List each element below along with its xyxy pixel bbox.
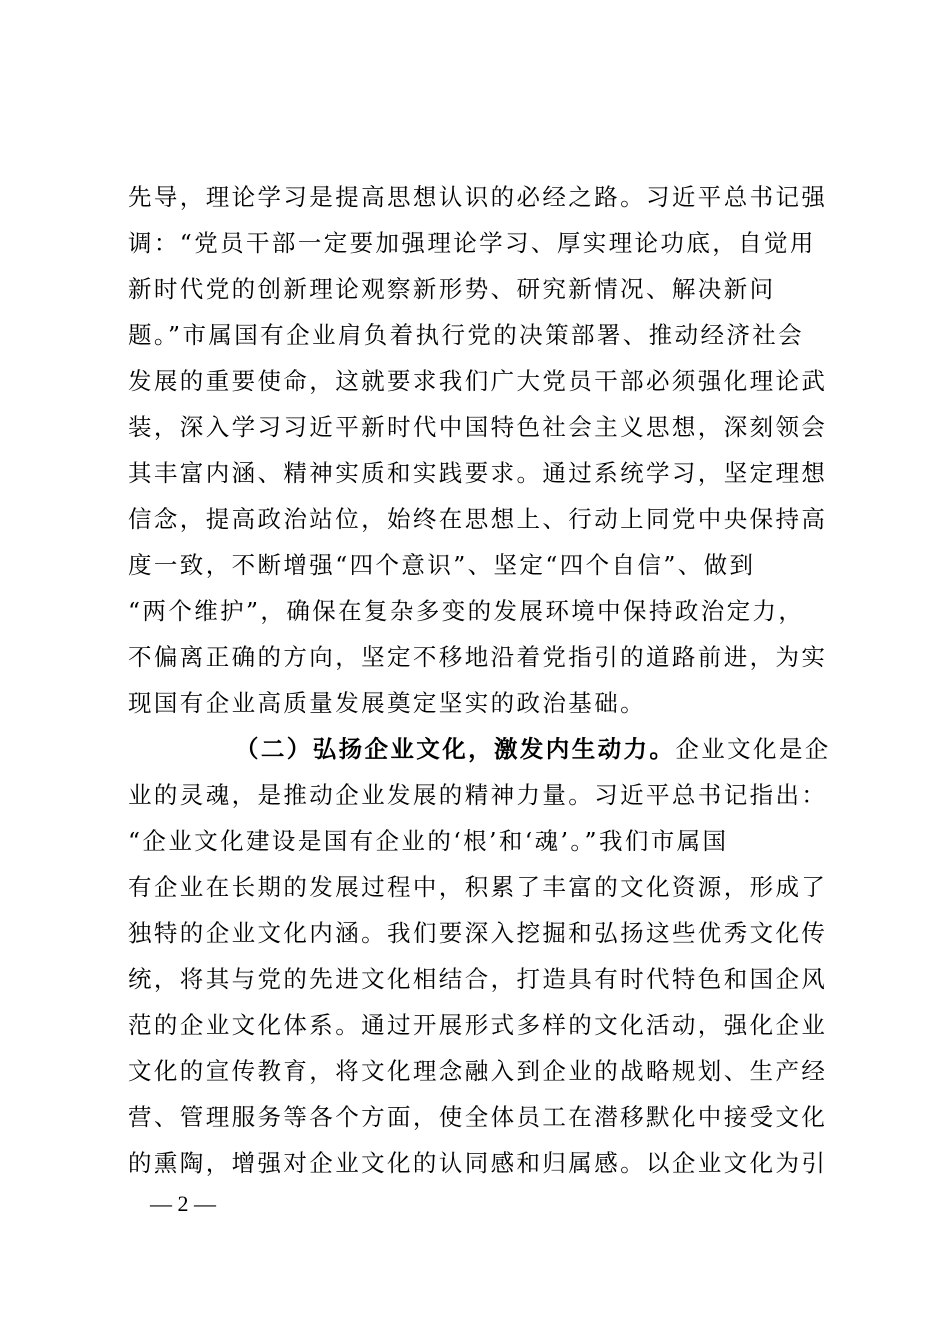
text-line: 统，将其与党的先进文化相结合，打造具有时代特色和国企风: [128, 965, 828, 993]
text-line: 度一致，不断增强“四个意识”、坚定“四个自信”、做到: [128, 551, 756, 579]
paragraph-2: [128, 726, 831, 1186]
section-heading: （二）弘扬企业文化，激发内生动力。: [235, 735, 676, 763]
text-line: 现国有企业高质量发展奠定坚实的政治基础。: [128, 689, 646, 717]
text-line: 有企业在长期的发展过程中，积累了丰富的文化资源，形成了: [128, 873, 828, 901]
text-line: “企业文化建设是国有企业的‘根’和‘魂’。”我们市属国: [128, 827, 729, 855]
text-line: 题。”市属国有企业肩负着执行党的决策部署、推动经济社会: [128, 321, 805, 349]
text-line: “两个维护”，确保在复杂多变的发展环境中保持政治定力，: [128, 597, 805, 625]
text-line: 营、管理服务等各个方面，使全体员工在潜移默化中接受文化: [128, 1103, 828, 1131]
text-line: 独特的企业文化内涵。我们要深入挖掘和弘扬这些优秀文化传: [128, 919, 828, 947]
text-line: 范的企业文化体系。通过开展形式多样的文化活动，强化企业: [128, 1011, 828, 1039]
text-span: 企业文化是企: [675, 735, 831, 763]
page-number: — 2 —: [150, 1191, 216, 1216]
text-line: 的熏陶，增强对企业文化的认同感和归属感。以企业文化为引: [128, 1149, 828, 1177]
text-line: 调：“党员干部一定要加强理论学习、厚实理论功底，自觉用: [128, 229, 816, 257]
text-line: 新时代党的创新理论观察新形势、研究新情况、解决新问: [128, 275, 776, 303]
text-line: 文化的宣传教育，将文化理念融入到企业的战略规划、生产经: [128, 1057, 828, 1085]
text-line: 发展的重要使命，这就要求我们广大党员干部必须强化理论武: [128, 367, 828, 395]
text-line: 不偏离正确的方向，坚定不移地沿着党指引的道路前进，为实: [128, 643, 828, 671]
document-body: [128, 174, 831, 1186]
section-heading-line: [128, 726, 831, 772]
paragraph-1: [128, 174, 828, 726]
text-line: 其丰富内涵、精神实质和实践要求。通过系统学习，坚定理想: [128, 459, 828, 487]
text-line: 信念，提高政治站位，始终在思想上、行动上同党中央保持高: [128, 505, 828, 533]
text-line: 业的灵魂，是推动企业发展的精神力量。习近平总书记指出：: [128, 781, 828, 809]
text-line: 装，深入学习习近平新时代中国特色社会主义思想，深刻领会: [128, 413, 828, 441]
text-line: 先导，理论学习是提高思想认识的必经之路。习近平总书记强: [128, 183, 828, 211]
